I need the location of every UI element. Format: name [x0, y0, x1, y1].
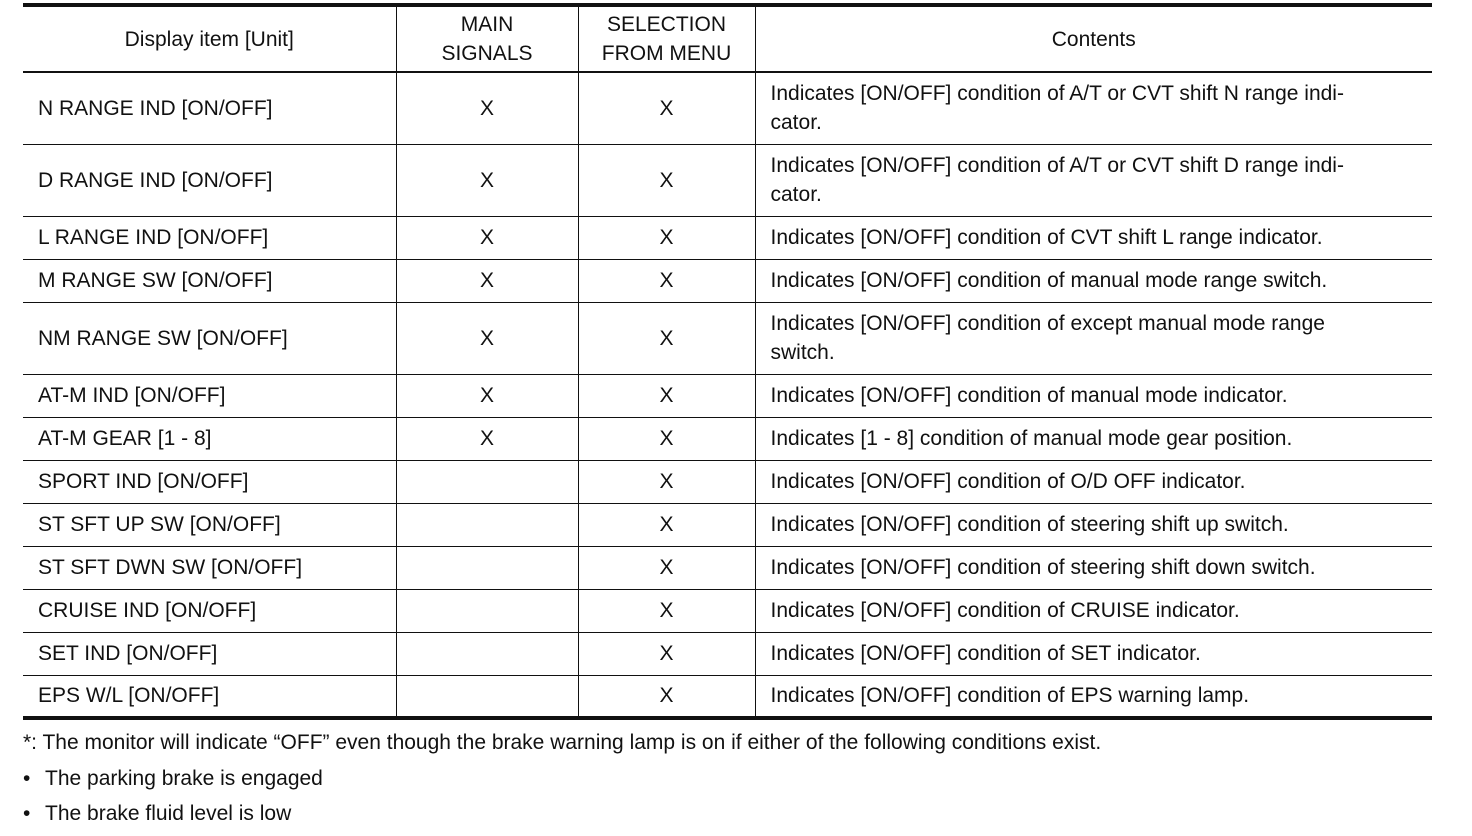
data-monitor-table: [23, 3, 1432, 720]
display-item-cell: N RANGE IND [ON/OFF]: [38, 96, 273, 120]
contents-cell: Indicates [ON/OFF] condition of steering shift down switch.: [755, 546, 1432, 589]
table-row: [23, 144, 1432, 216]
footnote: *: The monitor will indicate “OFF” even though the brake warning lamp is on if either of the following conditions exist.: [23, 731, 1102, 754]
contents-cell: Indicates [ON/OFF] condition of A/T or CVT shift D range indi- cator.: [755, 144, 1432, 216]
selection-from-menu-mark: X: [578, 675, 755, 718]
display-item-cell: SPORT IND [ON/OFF]: [38, 470, 249, 493]
contents-cell: Indicates [ON/OFF] condition of CVT shift L range indicator.: [755, 216, 1432, 259]
footnote-bullet-item: [23, 801, 291, 827]
display-item-cell: EPS W/L [ON/OFF]: [38, 684, 220, 708]
table-row: [23, 216, 1432, 259]
contents-cell: Indicates [ON/OFF] condition of except manual mode range switch.: [755, 302, 1432, 374]
selection-from-menu-mark: X: [578, 374, 755, 417]
main-signals-mark: [396, 460, 578, 503]
display-item-cell: L RANGE IND [ON/OFF]: [38, 226, 269, 249]
main-signals-mark: X: [396, 216, 578, 259]
selection-from-menu-mark: X: [578, 589, 755, 632]
header-contents: Contents: [755, 5, 1432, 72]
main-signals-mark: [396, 503, 578, 546]
selection-from-menu-mark: X: [578, 144, 755, 216]
display-item-cell: AT-M GEAR [1 - 8]: [38, 427, 212, 450]
contents-cell: Indicates [ON/OFF] condition of manual mode range switch.: [755, 259, 1432, 302]
table-row: [23, 460, 1432, 503]
main-signals-mark: [396, 546, 578, 589]
table-row: [23, 72, 1432, 144]
header-selection-from-menu: SELECTION FROM MENU: [578, 5, 755, 72]
selection-from-menu-mark: X: [578, 460, 755, 503]
display-item-cell: NM RANGE SW [ON/OFF]: [38, 326, 288, 350]
table-row: [23, 675, 1432, 718]
contents-cell: Indicates [ON/OFF] condition of O/D OFF indicator.: [755, 460, 1432, 503]
selection-from-menu-mark: X: [578, 546, 755, 589]
header-main-signals: MAIN SIGNALS: [396, 5, 578, 72]
contents-cell: Indicates [ON/OFF] condition of CRUISE indicator.: [755, 589, 1432, 632]
main-signals-mark: [396, 589, 578, 632]
table-row: [23, 503, 1432, 546]
main-signals-mark: [396, 675, 578, 718]
contents-cell: Indicates [ON/OFF] condition of steering shift up switch.: [755, 503, 1432, 546]
bullet-icon: •: [23, 767, 31, 790]
main-signals-mark: X: [396, 259, 578, 302]
main-signals-mark: [396, 632, 578, 675]
display-item-cell: AT-M IND [ON/OFF]: [38, 384, 226, 407]
main-signals-mark: X: [396, 144, 578, 216]
selection-from-menu-mark: X: [578, 72, 755, 144]
table-body: [23, 72, 1432, 718]
display-item-cell: D RANGE IND [ON/OFF]: [38, 168, 273, 192]
contents-cell: Indicates [ON/OFF] condition of SET indicator.: [755, 632, 1432, 675]
table-row: [23, 374, 1432, 417]
display-item-cell: ST SFT DWN SW [ON/OFF]: [38, 556, 303, 579]
selection-from-menu-mark: X: [578, 216, 755, 259]
selection-from-menu-mark: X: [578, 632, 755, 675]
display-item-cell: SET IND [ON/OFF]: [38, 642, 218, 665]
table-header: [23, 5, 1432, 72]
contents-cell: Indicates [ON/OFF] condition of A/T or CVT shift N range indi- cator.: [755, 72, 1432, 144]
display-item-cell: M RANGE SW [ON/OFF]: [38, 269, 273, 292]
table-row: [23, 546, 1432, 589]
display-item-cell: CRUISE IND [ON/OFF]: [38, 599, 257, 622]
main-signals-mark: X: [396, 374, 578, 417]
bullet-text: The brake fluid level is low: [45, 802, 292, 825]
contents-cell: Indicates [1 - 8] condition of manual mode gear position.: [755, 417, 1432, 460]
header-row: [23, 5, 1432, 72]
table-row: [23, 589, 1432, 632]
bullet-text: The parking brake is engaged: [45, 767, 323, 790]
bullet-icon: •: [23, 802, 31, 825]
main-signals-mark: X: [396, 72, 578, 144]
main-signals-mark: X: [396, 417, 578, 460]
display-item-cell: ST SFT UP SW [ON/OFF]: [38, 513, 281, 536]
header-display-item: Display item [Unit]: [124, 27, 294, 51]
contents-cell: Indicates [ON/OFF] condition of manual mode indicator.: [755, 374, 1432, 417]
selection-from-menu-mark: X: [578, 302, 755, 374]
table-row: [23, 417, 1432, 460]
selection-from-menu-mark: X: [578, 259, 755, 302]
selection-from-menu-mark: X: [578, 417, 755, 460]
table-row: [23, 302, 1432, 374]
contents-cell: Indicates [ON/OFF] condition of EPS warning lamp.: [755, 675, 1432, 718]
main-signals-mark: X: [396, 302, 578, 374]
table-row: [23, 259, 1432, 302]
table-row: [23, 632, 1432, 675]
footnote-bullet-item: [23, 766, 323, 792]
selection-from-menu-mark: X: [578, 503, 755, 546]
